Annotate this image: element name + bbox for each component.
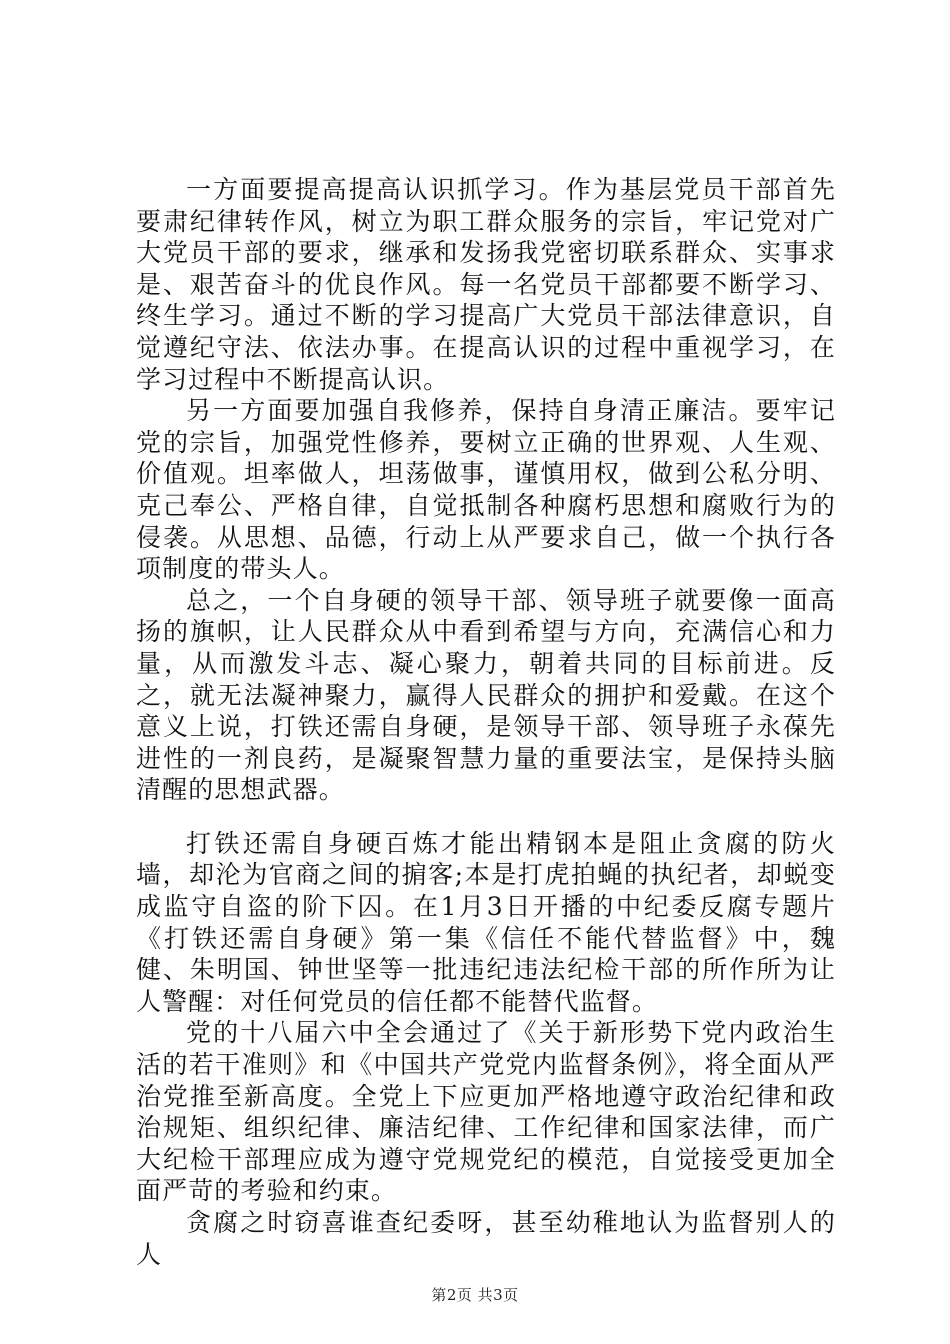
page-number-footer: 第2页 共3页 xyxy=(431,1286,519,1304)
paragraph-corruption: 贪腐之时窃喜谁查纪委呀，甚至幼稚地认为监督别人的人 xyxy=(136,1208,836,1269)
paragraph-self-cultivation: 另一方面要加强自我修养，保持自身清正廉洁。要牢记党的宗旨，加强党性修养，要树立正确的世界观、人生观、价值观。坦率做人，坦荡做事，谨慎用权，做到公私分明、克己奉公、严格自律，自觉抵制各种腐朽思想和腐败行为的侵袭。从思想、品德，行动上从严要求自己，做一个执行各项制度的带头人。 xyxy=(136,396,836,584)
paragraph-firewall: 打铁还需自身硬百炼才能出精钢本是阻止贪腐的防火墙，却沦为官商之间的掮客;本是打虎拍蝇的执纪者，却蜕变成监守自盗的阶下囚。在1月3日开播的中纪委反腐专题片《打铁还需自身硬》第一集《信任不能代替监督》中，魏健、朱明国、钟世坚等一批违纪违法纪检干部的所作所为让人警醒：对任何党员的信任都不能替代监督。 xyxy=(136,828,836,1016)
document-body xyxy=(136,174,836,1270)
paragraph-study: 一方面要提高提高认识抓学习。作为基层党员干部首先要肃纪律转作风，树立为职工群众服务的宗旨，牢记党对广大党员干部的要求，继承和发扬我党密切联系群众、实事求是、艰苦奋斗的优良作风。每一名党员干部都要不断学习、终生学习。通过不断的学习提高广大党员干部法律意识，自觉遵纪守法、依法办事。在提高认识的过程中重视学习，在学习过程中不断提高认识。 xyxy=(136,175,836,394)
paragraph-conclusion: 总之，一个自身硬的领导干部、领导班子就要像一面高扬的旗帜，让人民群众从中看到希望与方向，充满信心和力量，从而激发斗志、凝心聚力，朝着共同的目标前进。反之，就无法凝神聚力，赢得人民群众的拥护和爱戴。在这个意义上说，打铁还需自身硬，是领导干部、领导班子永葆先进性的一剂良药，是凝聚智慧力量的重要法宝，是保持头脑清醒的思想武器。 xyxy=(136,585,836,805)
paragraph-plenary-session: 党的十八届六中全会通过了《关于新形势下党内政治生活的若干准则》和《中国共产党党内监督条例》，将全面从严治党推至新高度。全党上下应更加严格地遵守政治纪律和政治规矩、组织纪律、廉洁纪律、工作纪律和国家法律，而广大纪检干部理应成为遵守党规党纪的模范，自觉接受更加全面严苛的考验和约束。 xyxy=(136,1018,836,1206)
section-divider xyxy=(136,806,836,828)
